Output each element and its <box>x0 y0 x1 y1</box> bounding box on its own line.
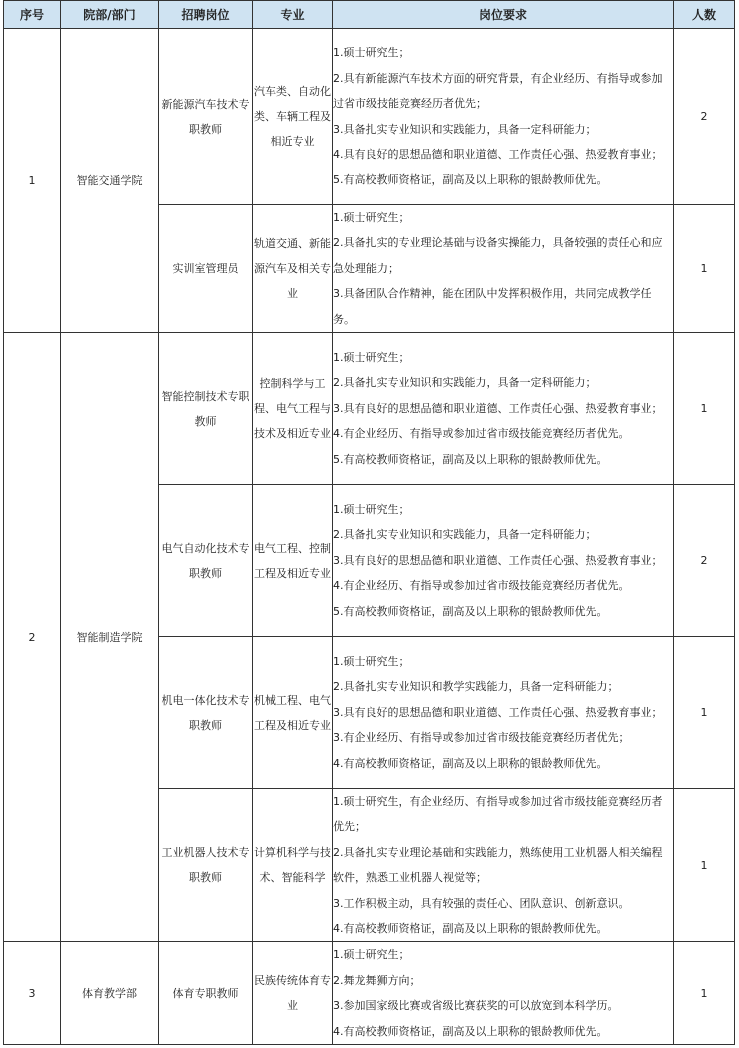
requirements-cell <box>333 333 674 485</box>
requirement-item: 3.具备扎实专业知识和实践能力，具备一定科研能力； <box>333 122 597 136</box>
requirement-item: 1.硕士研究生； <box>333 503 410 517</box>
requirements-cell <box>333 485 674 637</box>
header-dept: 院部/部门 <box>61 1 159 29</box>
count-cell: 1 <box>674 637 735 789</box>
requirement-item: 5.有高校教师资格证，副高及以上职称的银龄教师优先。 <box>333 173 608 187</box>
requirement-item: 2.具备扎实的专业理论基础与设备实操能力，具备较强的责任心和应急处理能力； <box>333 236 663 275</box>
header-seq: 序号 <box>4 1 61 29</box>
requirement-item: 3.有企业经历、有指导或参加过省市级技能竞赛经历者优先； <box>333 731 630 745</box>
header-major: 专业 <box>253 1 333 29</box>
requirement-item: 1.硕士研究生； <box>333 46 410 60</box>
requirement-item: 4.有企业经历、有指导或参加过省市级技能竞赛经历者优先。 <box>333 427 630 441</box>
post-cell: 电气自动化技术专职教师 <box>159 485 253 637</box>
requirement-item: 3.具有良好的思想品德和职业道德、工作责任心强、热爱教育事业； <box>333 553 663 567</box>
table-row <box>4 333 735 485</box>
requirement-item: 1.硕士研究生； <box>333 948 410 962</box>
requirement-item: 1.硕士研究生； <box>333 351 410 365</box>
count-cell: 2 <box>674 29 735 205</box>
requirement-item: 3.工作积极主动，具有较强的责任心、团队意识、创新意识。 <box>333 896 630 910</box>
requirements-cell <box>333 205 674 333</box>
post-cell: 工业机器人技术专职教师 <box>159 789 253 942</box>
requirement-item: 1.硕士研究生，有企业经历、有指导或参加过省市级技能竞赛经历者优先； <box>333 795 663 834</box>
requirements-cell <box>333 29 674 205</box>
header-count: 人数 <box>674 1 735 29</box>
dept-cell: 体育教学部 <box>61 942 159 1045</box>
major-cell: 电气工程、控制工程及相近专业 <box>253 485 333 637</box>
count-cell: 1 <box>674 205 735 333</box>
post-cell: 智能控制技术专职教师 <box>159 333 253 485</box>
requirement-item: 3.具备团队合作精神，能在团队中发挥积极作用，共同完成教学任务。 <box>333 287 652 326</box>
seq-cell: 1 <box>4 29 61 333</box>
requirements-cell <box>333 942 674 1045</box>
major-cell: 控制科学与工程、电气工程与技术及相近专业 <box>253 333 333 485</box>
recruitment-table <box>3 0 735 1045</box>
major-cell: 机械工程、电气工程及相近专业 <box>253 637 333 789</box>
table-row <box>4 942 735 1045</box>
post-cell: 实训室管理员 <box>159 205 253 333</box>
requirement-item: 4.有企业经历、有指导或参加过省市级技能竞赛经历者优先。 <box>333 579 630 593</box>
count-cell: 2 <box>674 485 735 637</box>
requirement-item: 3.参加国家级比赛或省级比赛获奖的可以放宽到本科学历。 <box>333 999 619 1013</box>
requirement-item: 4.有高校教师资格证，副高及以上职称的银龄教师优先。 <box>333 922 608 936</box>
requirement-item: 2.具备扎实专业知识和实践能力，具备一定科研能力； <box>333 376 597 390</box>
requirements-cell <box>333 637 674 789</box>
count-cell: 1 <box>674 789 735 942</box>
requirement-item: 1.硕士研究生； <box>333 211 410 224</box>
post-cell: 机电一体化技术专职教师 <box>159 637 253 789</box>
requirement-item: 5.有高校教师资格证，副高及以上职称的银龄教师优先。 <box>333 604 608 618</box>
post-cell: 新能源汽车技术专职教师 <box>159 29 253 205</box>
requirements-cell <box>333 789 674 942</box>
requirement-item: 2.具有新能源汽车技术方面的研究背景，有企业经历、有指导或参加过省市级技能竞赛经历者优先； <box>333 71 663 111</box>
requirement-item: 2.具备扎实专业理论基础和实践能力，熟练使用工业机器人相关编程软件，熟悉工业机器人视觉等； <box>333 845 663 885</box>
requirement-item: 2.具备扎实专业知识和教学实践能力，具备一定科研能力； <box>333 680 619 694</box>
header-requirements: 岗位要求 <box>333 1 674 29</box>
major-cell: 民族传统体育专业 <box>253 942 333 1045</box>
requirement-item: 2.舞龙舞狮方向； <box>333 973 421 987</box>
count-cell: 1 <box>674 333 735 485</box>
requirement-item: 4.有高校教师资格证，副高及以上职称的银龄教师优先。 <box>333 756 608 770</box>
table-row <box>4 29 735 205</box>
requirement-item: 5.有高校教师资格证，副高及以上职称的银龄教师优先。 <box>333 452 608 466</box>
requirement-item: 3.具有良好的思想品德和职业道德、工作责任心强、热爱教育事业； <box>333 401 663 415</box>
dept-cell: 智能制造学院 <box>61 333 159 942</box>
major-cell: 计算机科学与技术、智能科学 <box>253 789 333 942</box>
seq-cell: 2 <box>4 333 61 942</box>
requirement-item: 4.具有良好的思想品德和职业道德、工作责任心强、热爱教育事业； <box>333 147 663 161</box>
requirement-item: 2.具备扎实专业知识和实践能力，具备一定科研能力； <box>333 528 597 542</box>
seq-cell: 3 <box>4 942 61 1045</box>
requirement-item: 3.具有良好的思想品德和职业道德、工作责任心强、热爱教育事业； <box>333 705 663 719</box>
header-row <box>4 1 735 29</box>
major-cell: 轨道交通、新能源汽车及相关专业 <box>253 205 333 333</box>
post-cell: 体育专职教师 <box>159 942 253 1045</box>
major-cell: 汽车类、自动化类、车辆工程及相近专业 <box>253 29 333 205</box>
header-post: 招聘岗位 <box>159 1 253 29</box>
requirement-item: 1.硕士研究生； <box>333 655 410 669</box>
dept-cell: 智能交通学院 <box>61 29 159 333</box>
requirement-item: 4.有高校教师资格证，副高及以上职称的银龄教师优先。 <box>333 1024 608 1038</box>
count-cell: 1 <box>674 942 735 1045</box>
